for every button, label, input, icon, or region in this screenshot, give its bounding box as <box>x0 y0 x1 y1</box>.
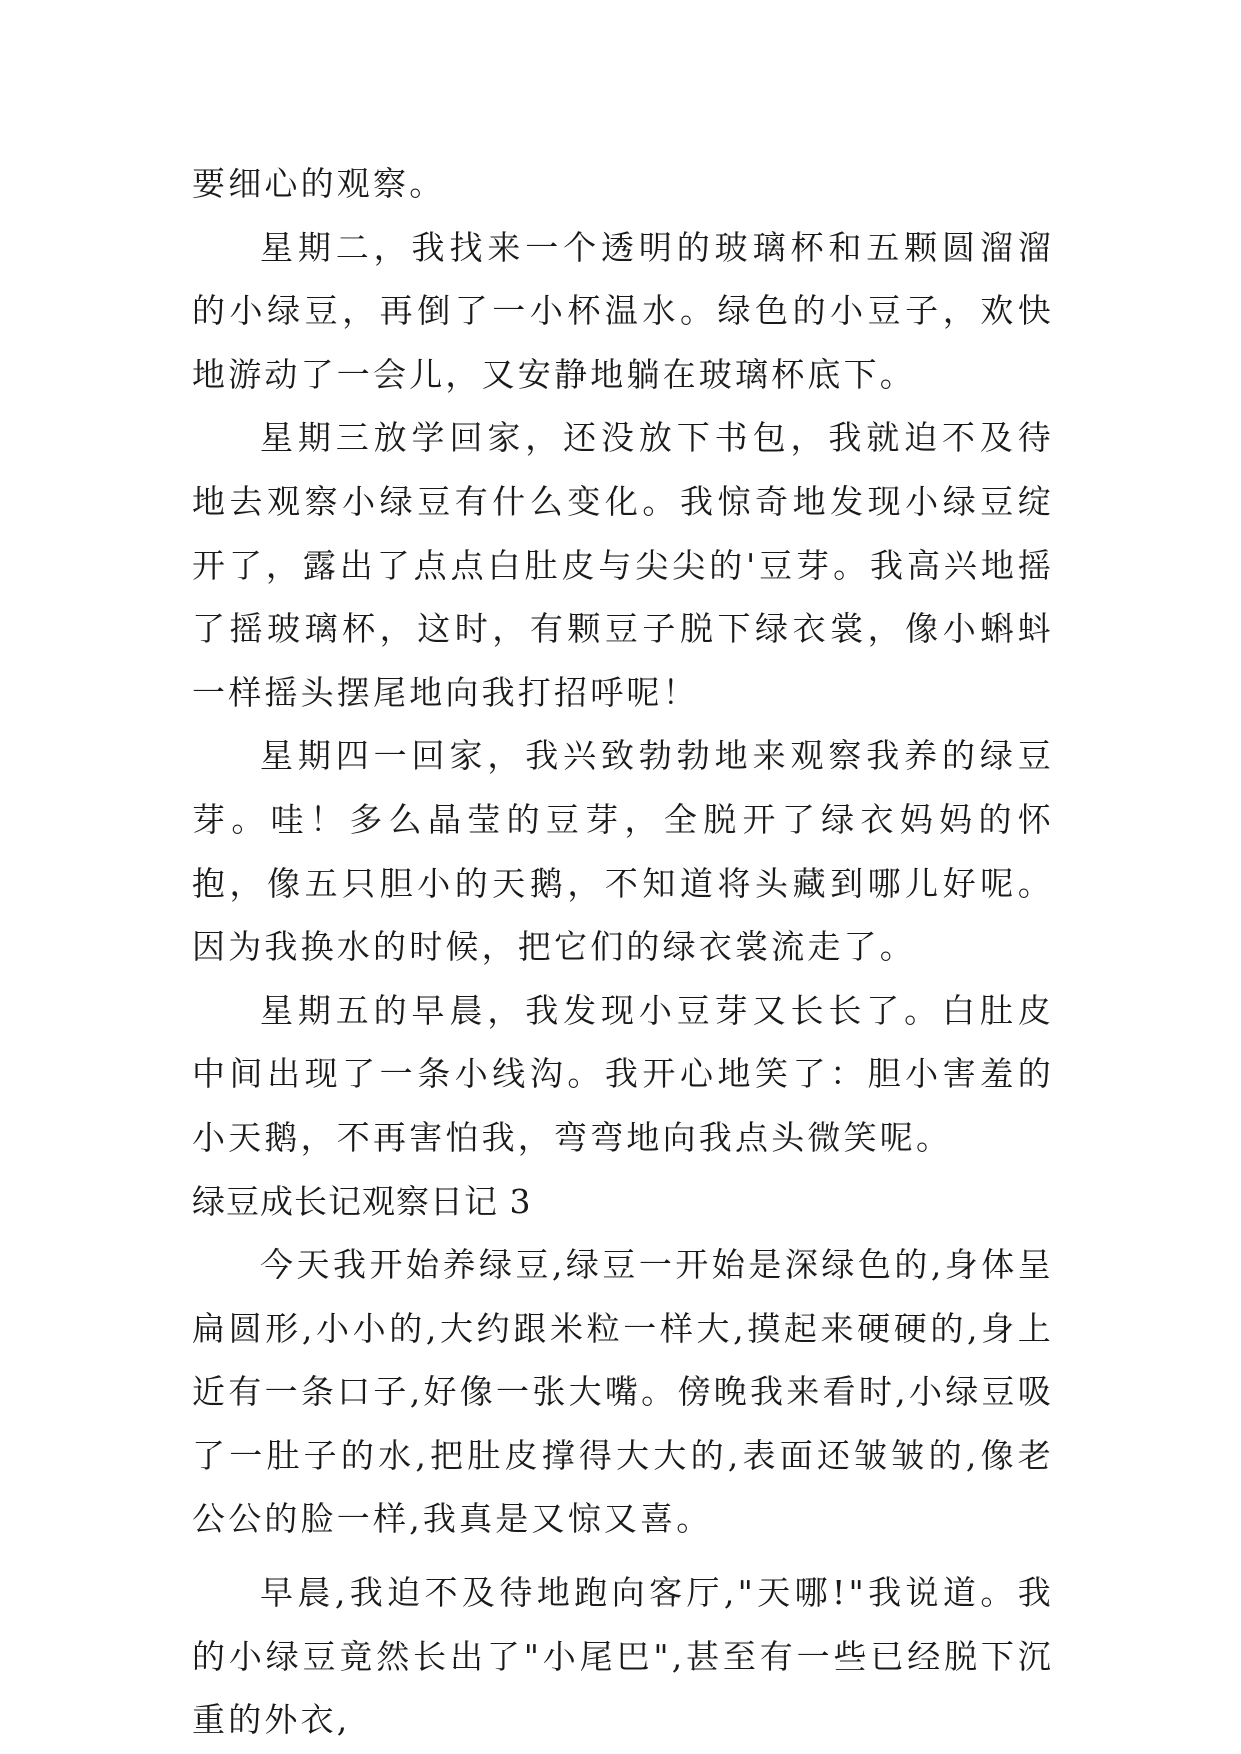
paragraph-1: 要细心的观察。 <box>192 164 446 203</box>
paragraph-4: 星期四一回家，我兴致勃勃地来观察我养的绿豆芽。哇！多么晶莹的豆芽，全脱开了绿衣妈妈的怀抱，像五只胆小的天鹅，不知道将头藏到哪儿好呢。因为我换水的时候，把它们的绿衣裳流走了。 <box>192 736 1054 967</box>
paragraph-7: 早晨,我迫不及待地跑向客厅,"天哪!"我说道。我的小绿豆竟然长出了"小尾巴",甚至有一些已经脱下沉重的外衣, <box>192 1573 1054 1740</box>
paragraph-6: 今天我开始养绿豆,绿豆一开始是深绿色的,身体呈扁圆形,小小的,大约跟米粒一样大,摸起来硬硬的,身上近有一条口子,好像一张大嘴。傍晚我来看时,小绿豆吸了一肚子的水,把肚皮撑得大大的,表面还皱皱的,像老公公的脸一样,我真是又惊又喜。 <box>192 1245 1054 1539</box>
document-page <box>192 152 1054 1752</box>
paragraph-2: 星期二，我找来一个透明的玻璃杯和五颗圆溜溜的小绿豆，再倒了一小杯温水。绿色的小豆子，欢快地游动了一会儿，又安静地躺在玻璃杯底下。 <box>192 227 1054 394</box>
paragraph-gap <box>192 1551 1054 1561</box>
paragraph-5: 星期五的早晨，我发现小豆芽又长长了。白肚皮中间出现了一条小线沟。我开心地笑了：胆小害羞的小天鹅，不再害怕我，弯弯地向我点头微笑呢。 <box>192 990 1054 1157</box>
paragraph-3: 星期三放学回家，还没放下书包，我就迫不及待地去观察小绿豆有什么变化。我惊奇地发现小绿豆绽开了，露出了点点白肚皮与尖尖的'豆芽。我高兴地摇了摇玻璃杯，这时，有颗豆子脱下绿衣裳，像小蝌蚪一样摇头摆尾地向我打招呼呢！ <box>192 418 1054 712</box>
section-heading: 绿豆成长记观察日记 3 <box>192 1181 532 1221</box>
